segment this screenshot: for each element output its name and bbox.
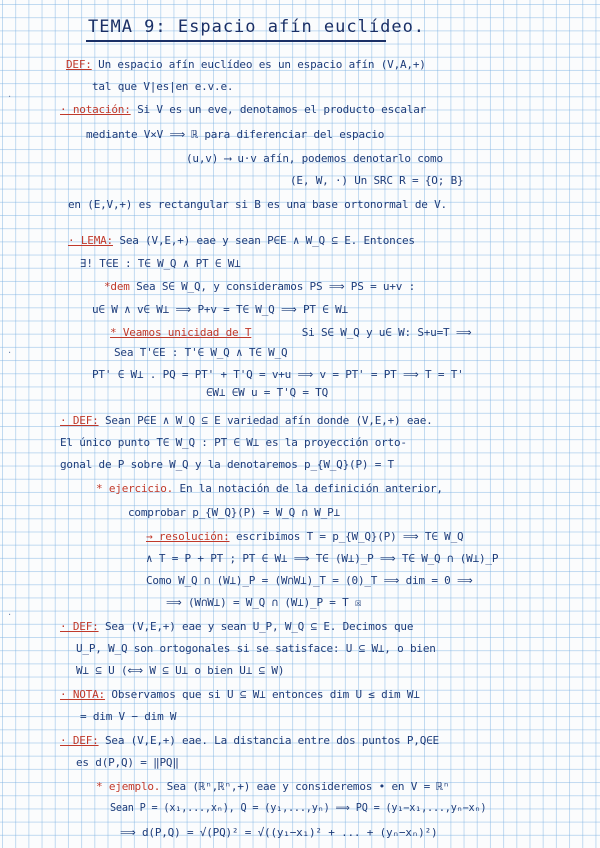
- note-line: [110, 326, 471, 340]
- note-line: [120, 826, 437, 840]
- line-text: Sean P∈E ∧ W_Q ⊆ E variedad afín donde (V,E,+) eae.: [104, 414, 433, 427]
- note-line: [68, 198, 447, 212]
- line-text: comprobar p_{W_Q}(P) = W_Q ∩ W_P⊥: [128, 506, 340, 519]
- note-line: [60, 436, 407, 450]
- line-text: u∈ W ∧ v∈ W⊥ ⟹ P+v = T∈ W_Q ⟹ PT ∈ W⊥: [92, 303, 348, 316]
- line-label: *dem: [104, 280, 130, 293]
- line-text: ∧ T = P + PT ; PT ∈ W⊥ ⟹ T∈ (W⊥)_P ⟹ T∈ W_Q ∩ (W⊥)_P: [146, 552, 499, 565]
- line-text: tal que V|es|en e.v.e.: [92, 80, 234, 93]
- line-text: El único punto T∈ W_Q : PT ∈ W⊥ es la proyección orto-: [60, 436, 407, 449]
- note-line: [166, 596, 361, 610]
- line-text: U_P, W_Q son ortogonales si se satisface: U ⊆ W⊥, o bien: [76, 642, 436, 655]
- note-line: [86, 128, 384, 142]
- line-text: Si V es un eve, denotamos el producto escalar: [137, 103, 427, 116]
- line-text: en (E,V,+) es rectangular si B es una base ortonormal de V.: [68, 198, 447, 211]
- note-line: [76, 642, 436, 656]
- note-line: [60, 414, 433, 428]
- note-line: [60, 103, 426, 117]
- line-text: Sean P = (x₁,...,xₙ), Q = (y₁,...,yₙ) ⟹ PQ = (y₁−x₁,...,yₙ−xₙ): [110, 803, 487, 814]
- line-text: Sea (V,E,+) eae y sean U_P, W_Q ⊆ E. Decimos que: [104, 620, 414, 633]
- title-underline: [86, 40, 386, 42]
- line-text: gonal de P sobre W_Q y la denotaremos p_{W_Q}(P) = T: [60, 458, 394, 471]
- note-line: [92, 80, 233, 94]
- line-label: → resolución:: [146, 530, 230, 543]
- note-line: [66, 58, 426, 72]
- line-text: = dim V − dim W: [80, 710, 177, 723]
- note-line: [104, 280, 415, 294]
- note-line: [290, 174, 463, 188]
- line-text: Observamos que si U ⊆ W⊥ entonces dim U ≤ dim W⊥: [111, 688, 420, 701]
- line-text: ⟹ (W∩W⊥) = W_Q ∩ (W⊥)_P = T ☒: [166, 596, 362, 609]
- line-label: * Veamos unicidad de T: [110, 326, 252, 339]
- line-text: W⊥ ⊆ U (⟺ W ⊆ U⊥ o bien U⊥ ⊆ W): [76, 664, 285, 677]
- line-label: · NOTA:: [60, 688, 105, 701]
- note-line: [76, 664, 284, 678]
- line-label: · notación:: [60, 103, 131, 116]
- line-text: Sea S∈ W_Q, y consideramos PS ⟹ PS = u+v :: [136, 280, 416, 293]
- margin-mark: ·: [8, 610, 12, 621]
- line-text: (E, W, ·) Un SRC R = {O; B}: [290, 174, 464, 187]
- note-line: [146, 530, 463, 544]
- note-line: [76, 756, 179, 770]
- note-line: [60, 458, 394, 472]
- margin-mark: ·: [8, 348, 12, 359]
- line-label: · DEF:: [60, 620, 99, 633]
- line-label: · DEF:: [60, 734, 99, 747]
- line-text: PT' ∈ W⊥ . PQ = PT' + T'Q = v+u ⟹ v = PT' = PT ⟹ T = T': [92, 368, 464, 381]
- line-text: ∃! T∈E : T∈ W_Q ∧ PT ∈ W⊥: [80, 257, 241, 270]
- line-text: ∈W⊥ ∈W u = T'Q = TQ: [206, 386, 329, 399]
- line-text: escribimos T = p_{W_Q}(P) ⟹ T∈ W_Q: [235, 530, 464, 543]
- line-label: · DEF:: [60, 414, 99, 427]
- note-line: [146, 552, 498, 566]
- line-text: es d(P,Q) = ‖PQ‖: [76, 756, 179, 769]
- line-text: Sea (ℝⁿ,ℝⁿ,+) eae y consideremos • en V = ℝⁿ: [166, 780, 450, 793]
- note-line: [186, 152, 443, 166]
- line-label: * ejercicio.: [96, 482, 174, 495]
- line-label: DEF:: [66, 58, 92, 71]
- note-line: [206, 386, 328, 400]
- note-line: [80, 710, 176, 724]
- note-line: [80, 257, 241, 271]
- margin-mark: ·: [8, 92, 12, 103]
- line-text: (u,v) ⟶ u·v afín, podemos denotarlo como: [186, 152, 443, 165]
- line-text: Sea (V,E,+) eae. La distancia entre dos puntos P,Q∈E: [104, 734, 439, 747]
- note-line: [68, 234, 415, 248]
- note-line: [92, 303, 348, 317]
- line-text: Si S∈ W_Q y u∈ W: S+u=T ⟹: [301, 326, 472, 339]
- page-title: TEMA 9: Espacio afín euclídeo.: [88, 17, 426, 37]
- note-line: [110, 802, 486, 816]
- note-line: [96, 780, 449, 794]
- line-text: mediante V×V ⟹ ℝ para diferenciar del espacio: [86, 128, 385, 141]
- note-line: [60, 734, 439, 748]
- note-line: [60, 688, 420, 702]
- line-text: Sea T'∈E : T'∈ W_Q ∧ T∈ W_Q: [114, 346, 288, 359]
- line-text: En la notación de la definición anterior,: [179, 482, 443, 495]
- line-label: · LEMA:: [68, 234, 113, 247]
- note-line: [96, 482, 443, 496]
- line-text: Como W_Q ∩ (W⊥)_P = (W∩W⊥)_T = (0)_T ⟹ dim = 0 ⟹: [146, 574, 473, 587]
- note-line: [114, 346, 287, 360]
- note-line: [128, 506, 340, 520]
- note-line: [92, 368, 464, 382]
- note-line: [60, 620, 413, 634]
- line-label: * ejemplo.: [96, 780, 161, 793]
- line-text: ⟹ d(P,Q) = √(PQ)² = √((y₁−x₁)² + ... + (yₙ−xₙ)²): [120, 826, 438, 839]
- note-line: [146, 574, 473, 588]
- line-text: Sea (V,E,+) eae y sean P∈E ∧ W_Q ⊆ E. Entonces: [119, 234, 415, 247]
- line-text: Un espacio afín euclídeo es un espacio afín (V,A,+): [98, 58, 426, 71]
